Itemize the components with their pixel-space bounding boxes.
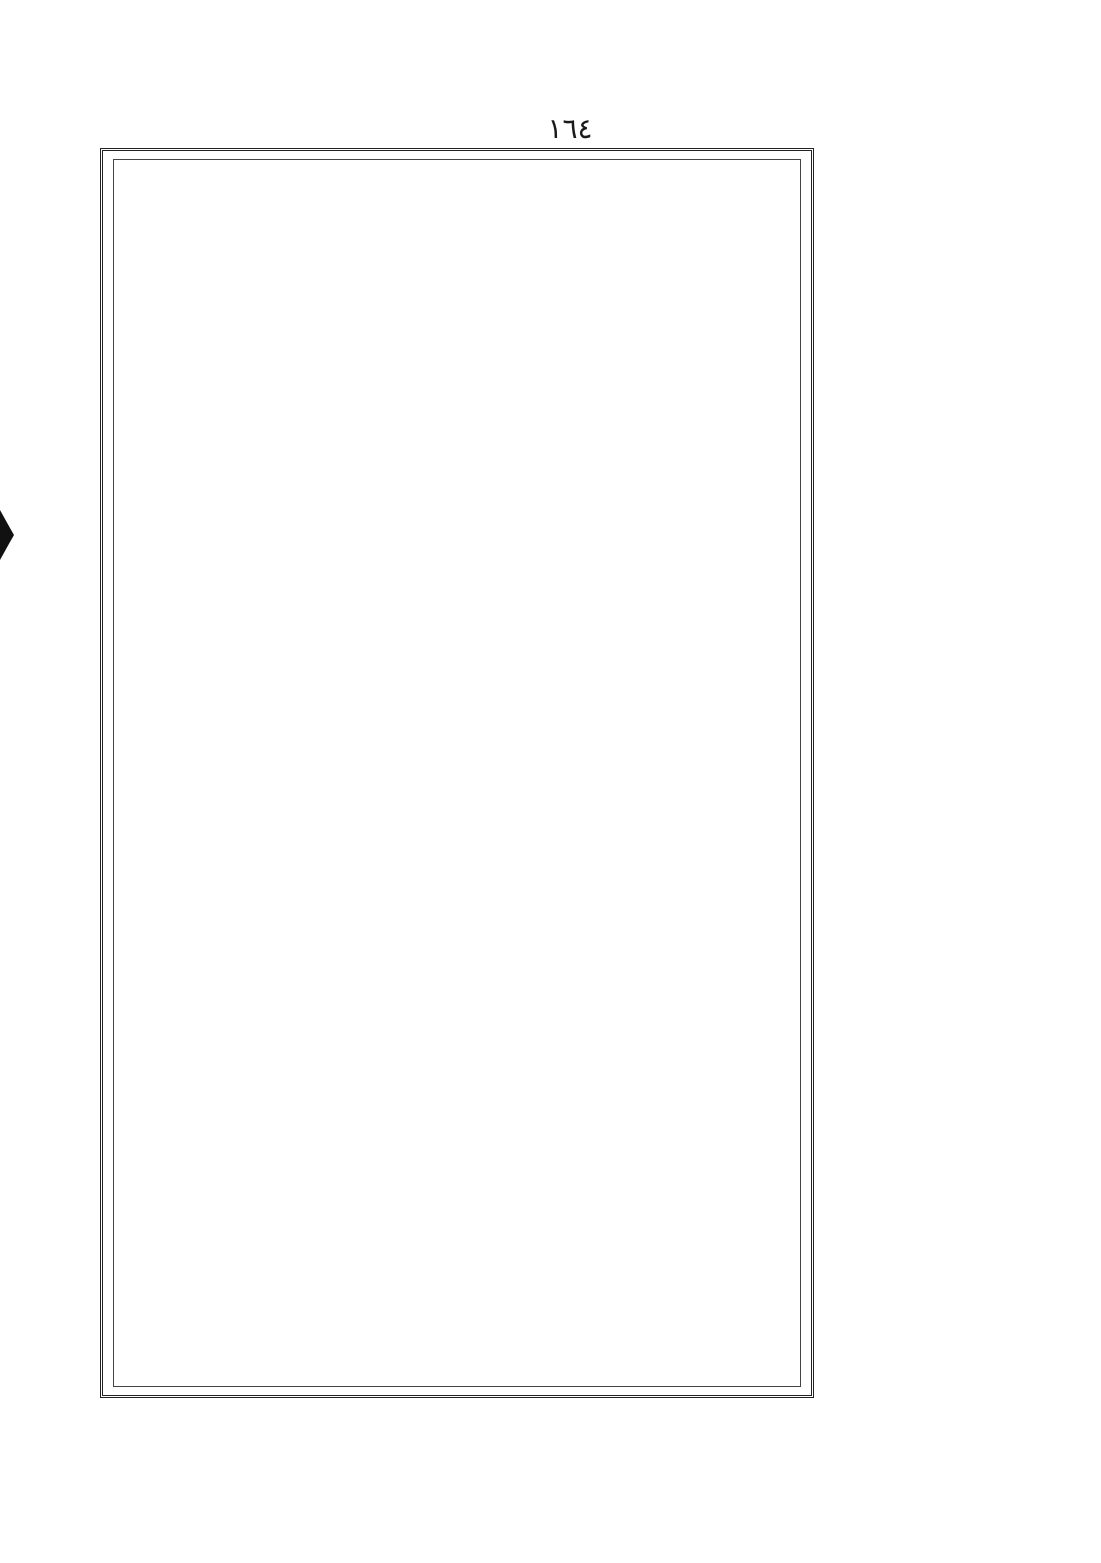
margin-note-body — [824, 148, 1078, 1438]
page-edge-mark — [0, 510, 14, 560]
main-text-body — [132, 170, 782, 1376]
catchword — [140, 1400, 280, 1440]
margin-note-column — [820, 148, 1082, 1438]
main-text-frame — [100, 148, 814, 1398]
page-number: ١٦٤ — [547, 112, 593, 145]
main-text-frame-inner — [113, 159, 801, 1387]
page-header — [90, 105, 1050, 153]
